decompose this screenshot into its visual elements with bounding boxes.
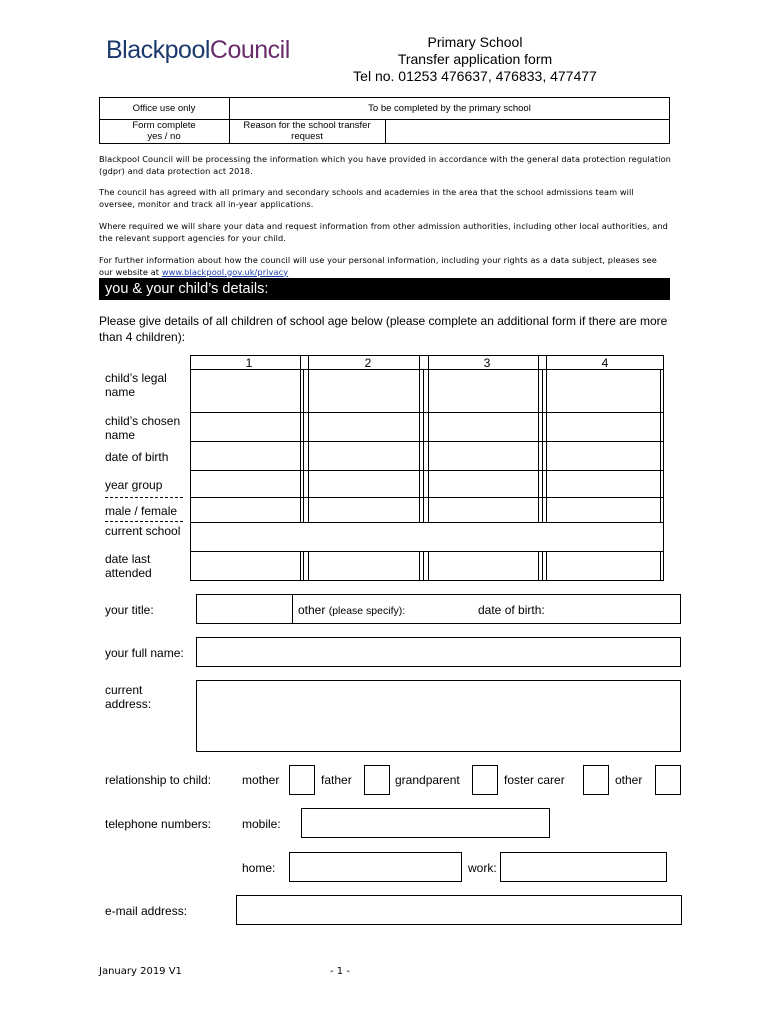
- row-label-date-last: date last attended: [105, 552, 152, 580]
- yes-no-label: yes / no: [147, 131, 181, 142]
- reason-label: Reason for the school transfer: [243, 120, 371, 131]
- row-rule: [190, 497, 664, 498]
- mobile-label: mobile:: [242, 817, 281, 831]
- privacy-para-1: Blackpool Council will be processing the information which you have provided in accordance with the general data protection regulation (gdpr) and data protection act 2018.: [99, 154, 671, 176]
- row-label-chosen-name: child’s chosen name: [105, 414, 181, 442]
- col-2-header: 2: [364, 356, 372, 370]
- your-title-label: your title:: [105, 603, 154, 617]
- privacy-para-2: The council has agreed with all primary and secondary schools and academies in the area that the school admissions team will oversee, monitor and track all in-year applications.: [99, 187, 634, 209]
- mother-checkbox[interactable]: [289, 765, 315, 795]
- row-rule: [190, 412, 664, 413]
- other-specify-label: [298, 603, 405, 617]
- current-school-field[interactable]: [191, 523, 663, 551]
- col-1-header: 1: [245, 356, 253, 370]
- primary-school-label: To be completed by the primary school: [368, 103, 531, 114]
- foster-carer-label: foster carer: [504, 773, 565, 787]
- reason-field[interactable]: [386, 120, 669, 143]
- grandparent-label: grandparent: [395, 773, 460, 787]
- reason-label-2: request: [291, 131, 323, 142]
- row-label-year-group: year group: [105, 478, 163, 492]
- full-name-label: your full name:: [105, 646, 184, 660]
- email-label: e-mail address:: [105, 904, 188, 918]
- home-phone-field[interactable]: [289, 852, 462, 882]
- foster-carer-checkbox[interactable]: [583, 765, 609, 795]
- logo-blackpool: Blackpool: [106, 36, 210, 64]
- dob-label: date of birth:: [478, 603, 545, 617]
- row-label-dob: date of birth: [105, 450, 169, 464]
- row-rule: [190, 470, 664, 471]
- office-use-label: Office use only: [132, 103, 196, 114]
- other-label: other: [615, 773, 643, 787]
- father-label: father: [321, 773, 352, 787]
- page-number: - 1 -: [330, 966, 350, 977]
- privacy-para-3: Where required we will share your data and request information from other admission authorities, including other local authorities, and the relevant support agencies for your child.: [99, 221, 668, 243]
- row-rule: [190, 441, 664, 442]
- logo-council: Council: [209, 36, 290, 64]
- work-phone-field[interactable]: [500, 852, 667, 882]
- form-title-line2: Transfer application form: [397, 51, 553, 67]
- privacy-para-4: [99, 255, 671, 278]
- form-title-line1: Primary School: [427, 34, 523, 50]
- row-label-legal-name: child’s legal name: [105, 371, 167, 399]
- your-title-field[interactable]: [197, 595, 291, 623]
- other-specify-text: other: [298, 603, 326, 617]
- mother-label: mother: [242, 773, 280, 787]
- other-checkbox[interactable]: [655, 765, 681, 795]
- blackpool-council-logo: [106, 36, 290, 65]
- row-label-current-school: current school: [105, 524, 181, 538]
- instructions: Please give details of all children of school age below (please complete an additional form if there are more than 4 children):: [99, 314, 668, 344]
- home-label: home:: [242, 861, 276, 875]
- form-complete-label: Form complete: [132, 120, 196, 131]
- current-address-field[interactable]: [196, 680, 681, 752]
- row-label-gender: male / female: [105, 504, 178, 518]
- current-address-label: current address:: [105, 683, 152, 711]
- email-field[interactable]: [236, 895, 682, 925]
- col-3-header: 3: [483, 356, 491, 370]
- title-divider: [292, 594, 293, 624]
- work-label: work:: [468, 861, 497, 875]
- mobile-field[interactable]: [301, 808, 550, 838]
- telephone-label: telephone numbers:: [105, 817, 212, 831]
- row-rule: [190, 551, 664, 552]
- dashed-rule: [105, 521, 183, 522]
- version-label: January 2019 V1: [99, 966, 182, 977]
- col-4-header: 4: [601, 356, 609, 370]
- dashed-rule: [105, 497, 183, 498]
- father-checkbox[interactable]: [364, 765, 390, 795]
- grandparent-checkbox[interactable]: [472, 765, 498, 795]
- privacy-para-4-text: For further information about how the council will use your personal information, including your rights as a data subject, pleases see our website at: [99, 255, 657, 277]
- relationship-label: relationship to child:: [105, 773, 212, 787]
- privacy-link[interactable]: www.blackpool.gov.uk/privacy: [161, 266, 289, 277]
- please-specify-text: (please specify):: [328, 605, 406, 617]
- form-phone-line: Tel no. 01253 476637, 476833, 477477: [353, 68, 597, 84]
- section-title: you & your child’s details:: [99, 278, 670, 300]
- full-name-field[interactable]: [196, 637, 681, 667]
